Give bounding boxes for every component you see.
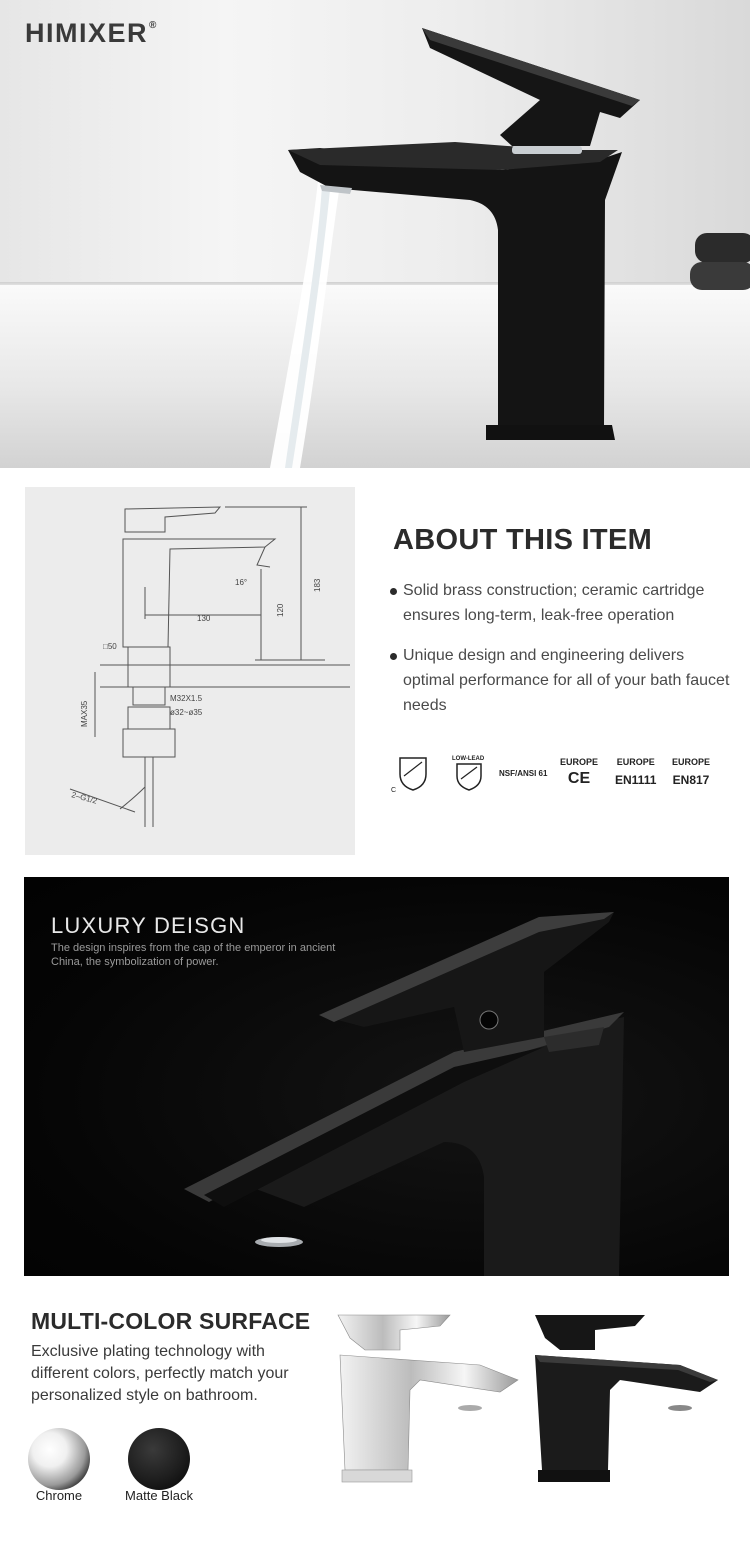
bullet-text: Unique design and engineering delivers optimal performance for all of your bath faucet needs	[403, 647, 730, 714]
svg-text:LOW-LEAD: LOW-LEAD	[452, 756, 485, 762]
low-lead-icon	[448, 752, 493, 794]
dim-square: □50	[103, 642, 117, 651]
bullet-text: Solid brass construction; ceramic cartridge ensures long-term, leak-free operation	[403, 582, 705, 624]
brand-logo: HIMIXER®	[25, 18, 158, 48]
multicolor-description: Exclusive plating technology with different colors, perfectly match your personalized style on bathroom.	[31, 1343, 289, 1404]
chrome-faucet-image	[330, 1310, 530, 1490]
dim-max: MAX35	[80, 700, 89, 727]
dim-angle: 16°	[235, 578, 248, 587]
cupc-icon	[388, 752, 438, 794]
bullet-dot	[390, 653, 397, 660]
dim-hose: 2–G1/2	[70, 790, 99, 806]
luxury-design-panel	[24, 877, 729, 1276]
about-bullet	[390, 643, 735, 718]
chrome-label: Chrome	[35, 1488, 83, 1503]
matte-black-label: Matte Black	[125, 1488, 193, 1503]
black-faucet-image	[530, 1310, 730, 1490]
dim-130: 130	[197, 614, 211, 623]
luxury-title: LUXURY DEISGN	[51, 913, 246, 938]
about-title: ABOUT THIS ITEM	[393, 524, 653, 556]
en817-cert: EUROPE EN817	[672, 757, 711, 787]
nsf-cert: NSF/ANSI 61	[499, 769, 548, 778]
dimension-drawing	[25, 487, 355, 855]
about-bullet	[390, 578, 735, 628]
dim-183: 183	[313, 578, 322, 592]
dim-thread: M32X1.5	[170, 694, 203, 703]
chrome-swatch[interactable]	[28, 1428, 90, 1490]
hero-faucet-illustration	[0, 0, 750, 468]
technical-drawing	[25, 487, 355, 855]
hero-image	[0, 0, 750, 468]
multicolor-title: MULTI-COLOR SURFACE	[31, 1308, 311, 1334]
luxury-description: The design inspires from the cap of the emperor in ancient China, the symbolization of power.	[51, 942, 336, 968]
matte-black-swatch[interactable]	[128, 1428, 190, 1490]
dim-120: 120	[276, 603, 285, 617]
svg-text:C: C	[391, 787, 397, 794]
ce-cert: EUROPE CE	[560, 757, 599, 787]
bullet-dot	[390, 588, 397, 595]
dim-hole: ø32~ø35	[170, 708, 203, 717]
en1111-cert: EUROPE EN1111	[615, 757, 657, 787]
